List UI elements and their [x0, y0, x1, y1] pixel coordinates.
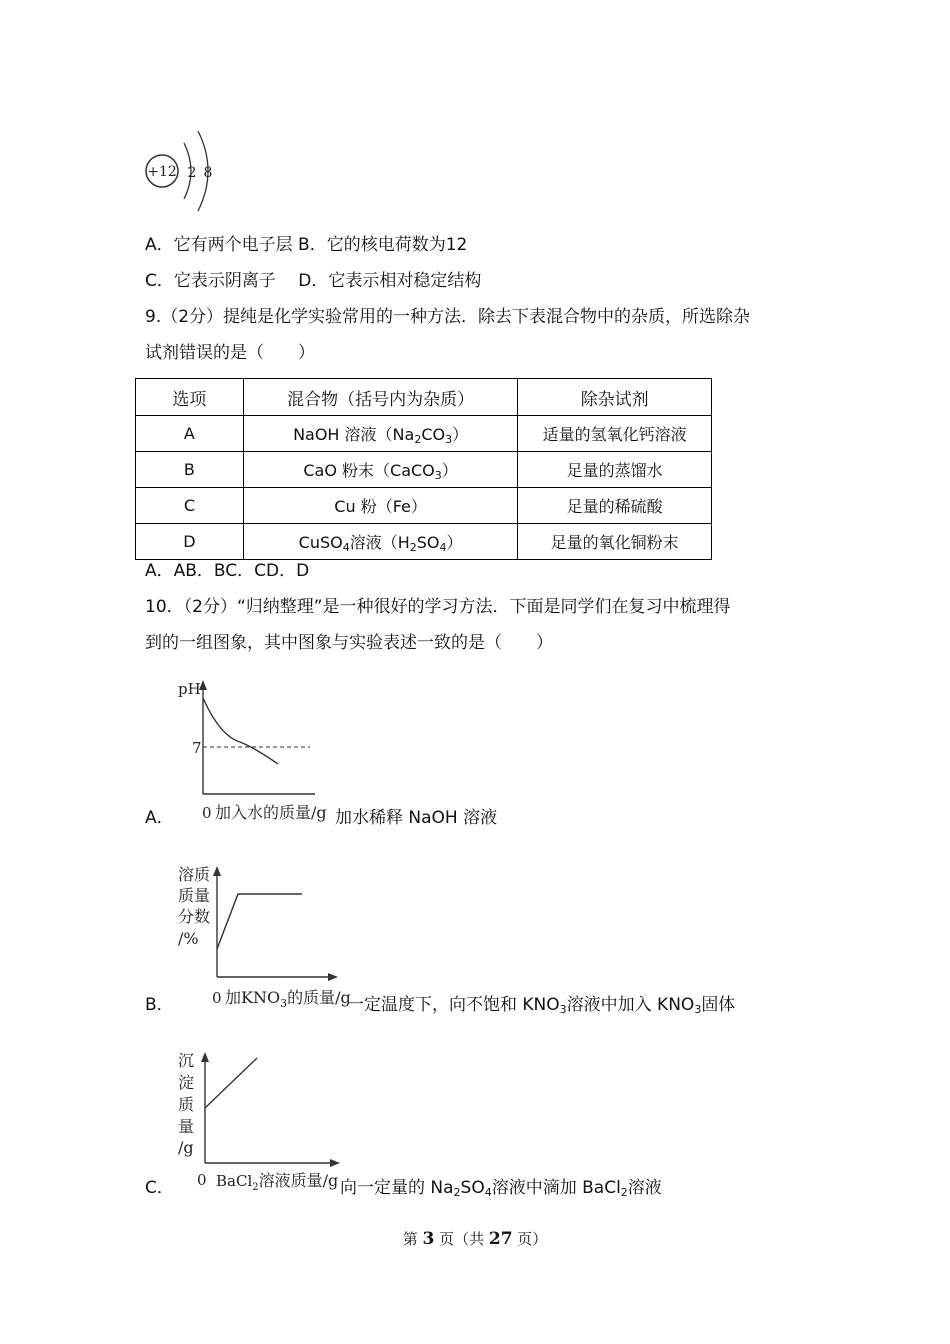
- option-a-letter: A．: [145, 808, 174, 828]
- atom-shell2-electrons: 8: [203, 165, 213, 181]
- row-option: B: [136, 452, 244, 488]
- table-header-row: [136, 379, 712, 416]
- q10-stem-line1: 10．（2分）“归纳整理”是一种很好的学习方法．下面是同学们在复习中梳理得: [145, 597, 731, 617]
- option-a-description: 加水稀释 NaOH 溶液: [335, 808, 498, 828]
- graph-b-ylabel-1: 溶质: [178, 865, 211, 884]
- option-b-letter: B．: [145, 995, 174, 1015]
- graph-a-tick-7: 7: [192, 739, 202, 757]
- graph-a-ph-dilution: [170, 676, 340, 826]
- row-reagent: 足量的稀硫酸: [518, 488, 712, 524]
- q9-answer-options: A．AB．BC．CD．D: [145, 561, 310, 581]
- graph-c-ylabel-2: 淀: [178, 1073, 195, 1092]
- graph-a-origin: 0: [202, 804, 212, 822]
- atom-shell1-electrons: 2: [187, 165, 197, 181]
- option-c-letter: C．: [145, 1178, 174, 1198]
- graph-b-solute-fraction: [170, 858, 360, 1014]
- row-option: D: [136, 524, 244, 560]
- page-footer: 第 3 页（共 27 页）: [402, 1229, 548, 1249]
- graph-c-origin: 0: [197, 1171, 207, 1189]
- graph-c-ylabel-5: /g: [178, 1138, 194, 1157]
- atom-nucleus-charge: +12: [147, 164, 177, 180]
- table-row: [136, 452, 712, 488]
- graph-a-ylabel: pH: [178, 680, 201, 698]
- row-mixture: NaOH 溶液$(Na_2CO_3)$: [243, 416, 518, 452]
- row-reagent: 足量的蒸馏水: [518, 452, 712, 488]
- option-b-description: 一定温度下，向不饱和 $KNO_3$溶液中加入 $KNO_3$固体: [347, 995, 736, 1016]
- row-reagent: 适量的氢氧化钙溶液: [518, 416, 712, 452]
- graph-b-xlabel: 加$KNO_3$的质量/g: [225, 988, 351, 1010]
- page-total: 27: [488, 1229, 513, 1249]
- row-mixture: CaO 粉末（CaCO$_3$）: [243, 452, 518, 488]
- row-mixture: Cu 粉（Fe）: [243, 488, 518, 524]
- q9-stem-line2: 试剂错误的是（ ）: [145, 343, 315, 363]
- graph-c-ylabel-3: 质: [178, 1095, 195, 1114]
- graph-a-xlabel: 加入水的质量/g: [215, 803, 327, 822]
- q9-stem-line1: 9.（2分）提纯是化学实验常用的一种方法．除去下表混合物中的杂质，所选除杂: [145, 307, 751, 327]
- row-reagent: 足量的氧化铜粉末: [518, 524, 712, 560]
- graph-b-origin: 0: [212, 989, 222, 1007]
- q10-stem-line2: 到的一组图象，其中图象与实验表述一致的是（ ）: [145, 633, 553, 653]
- header-mixture: 混合物（括号内为杂质）: [243, 379, 518, 416]
- row-option: A: [136, 416, 244, 452]
- graph-b-ylabel-4: /%: [178, 929, 199, 948]
- graph-c-ylabel-4: 量: [178, 1117, 195, 1136]
- row-option: C: [136, 488, 244, 524]
- header-option: 选项: [136, 379, 244, 416]
- q9-table: [135, 378, 712, 560]
- atom-structure-diagram: [140, 125, 230, 215]
- row-mixture: CuSO$_4$溶液$(H_2SO_4)$: [243, 524, 518, 560]
- graph-b-ylabel-3: 分数: [178, 907, 211, 926]
- graph-c-precipitate-mass: [170, 1046, 350, 1198]
- page-number: 3: [422, 1229, 435, 1249]
- q8-options-cd: C．它表示阴离子 D．它表示相对稳定结构: [145, 271, 482, 291]
- q8-options-ab: A．它有两个电子层 B．它的核电荷数为12: [145, 235, 468, 255]
- graph-c-ylabel-1: 沉: [178, 1051, 195, 1070]
- graph-b-ylabel-2: 质量: [178, 886, 211, 905]
- table-row: [136, 524, 712, 560]
- header-reagent: 除杂试剂: [518, 379, 712, 416]
- option-c-description: 向一定量的 $Na_2SO_4$溶液中滴加 BaCl$_2$溶液: [340, 1178, 662, 1199]
- table-row: [136, 416, 712, 452]
- table-row: [136, 488, 712, 524]
- graph-c-xlabel: BaCl$_2$溶液质量/g: [216, 1171, 339, 1193]
